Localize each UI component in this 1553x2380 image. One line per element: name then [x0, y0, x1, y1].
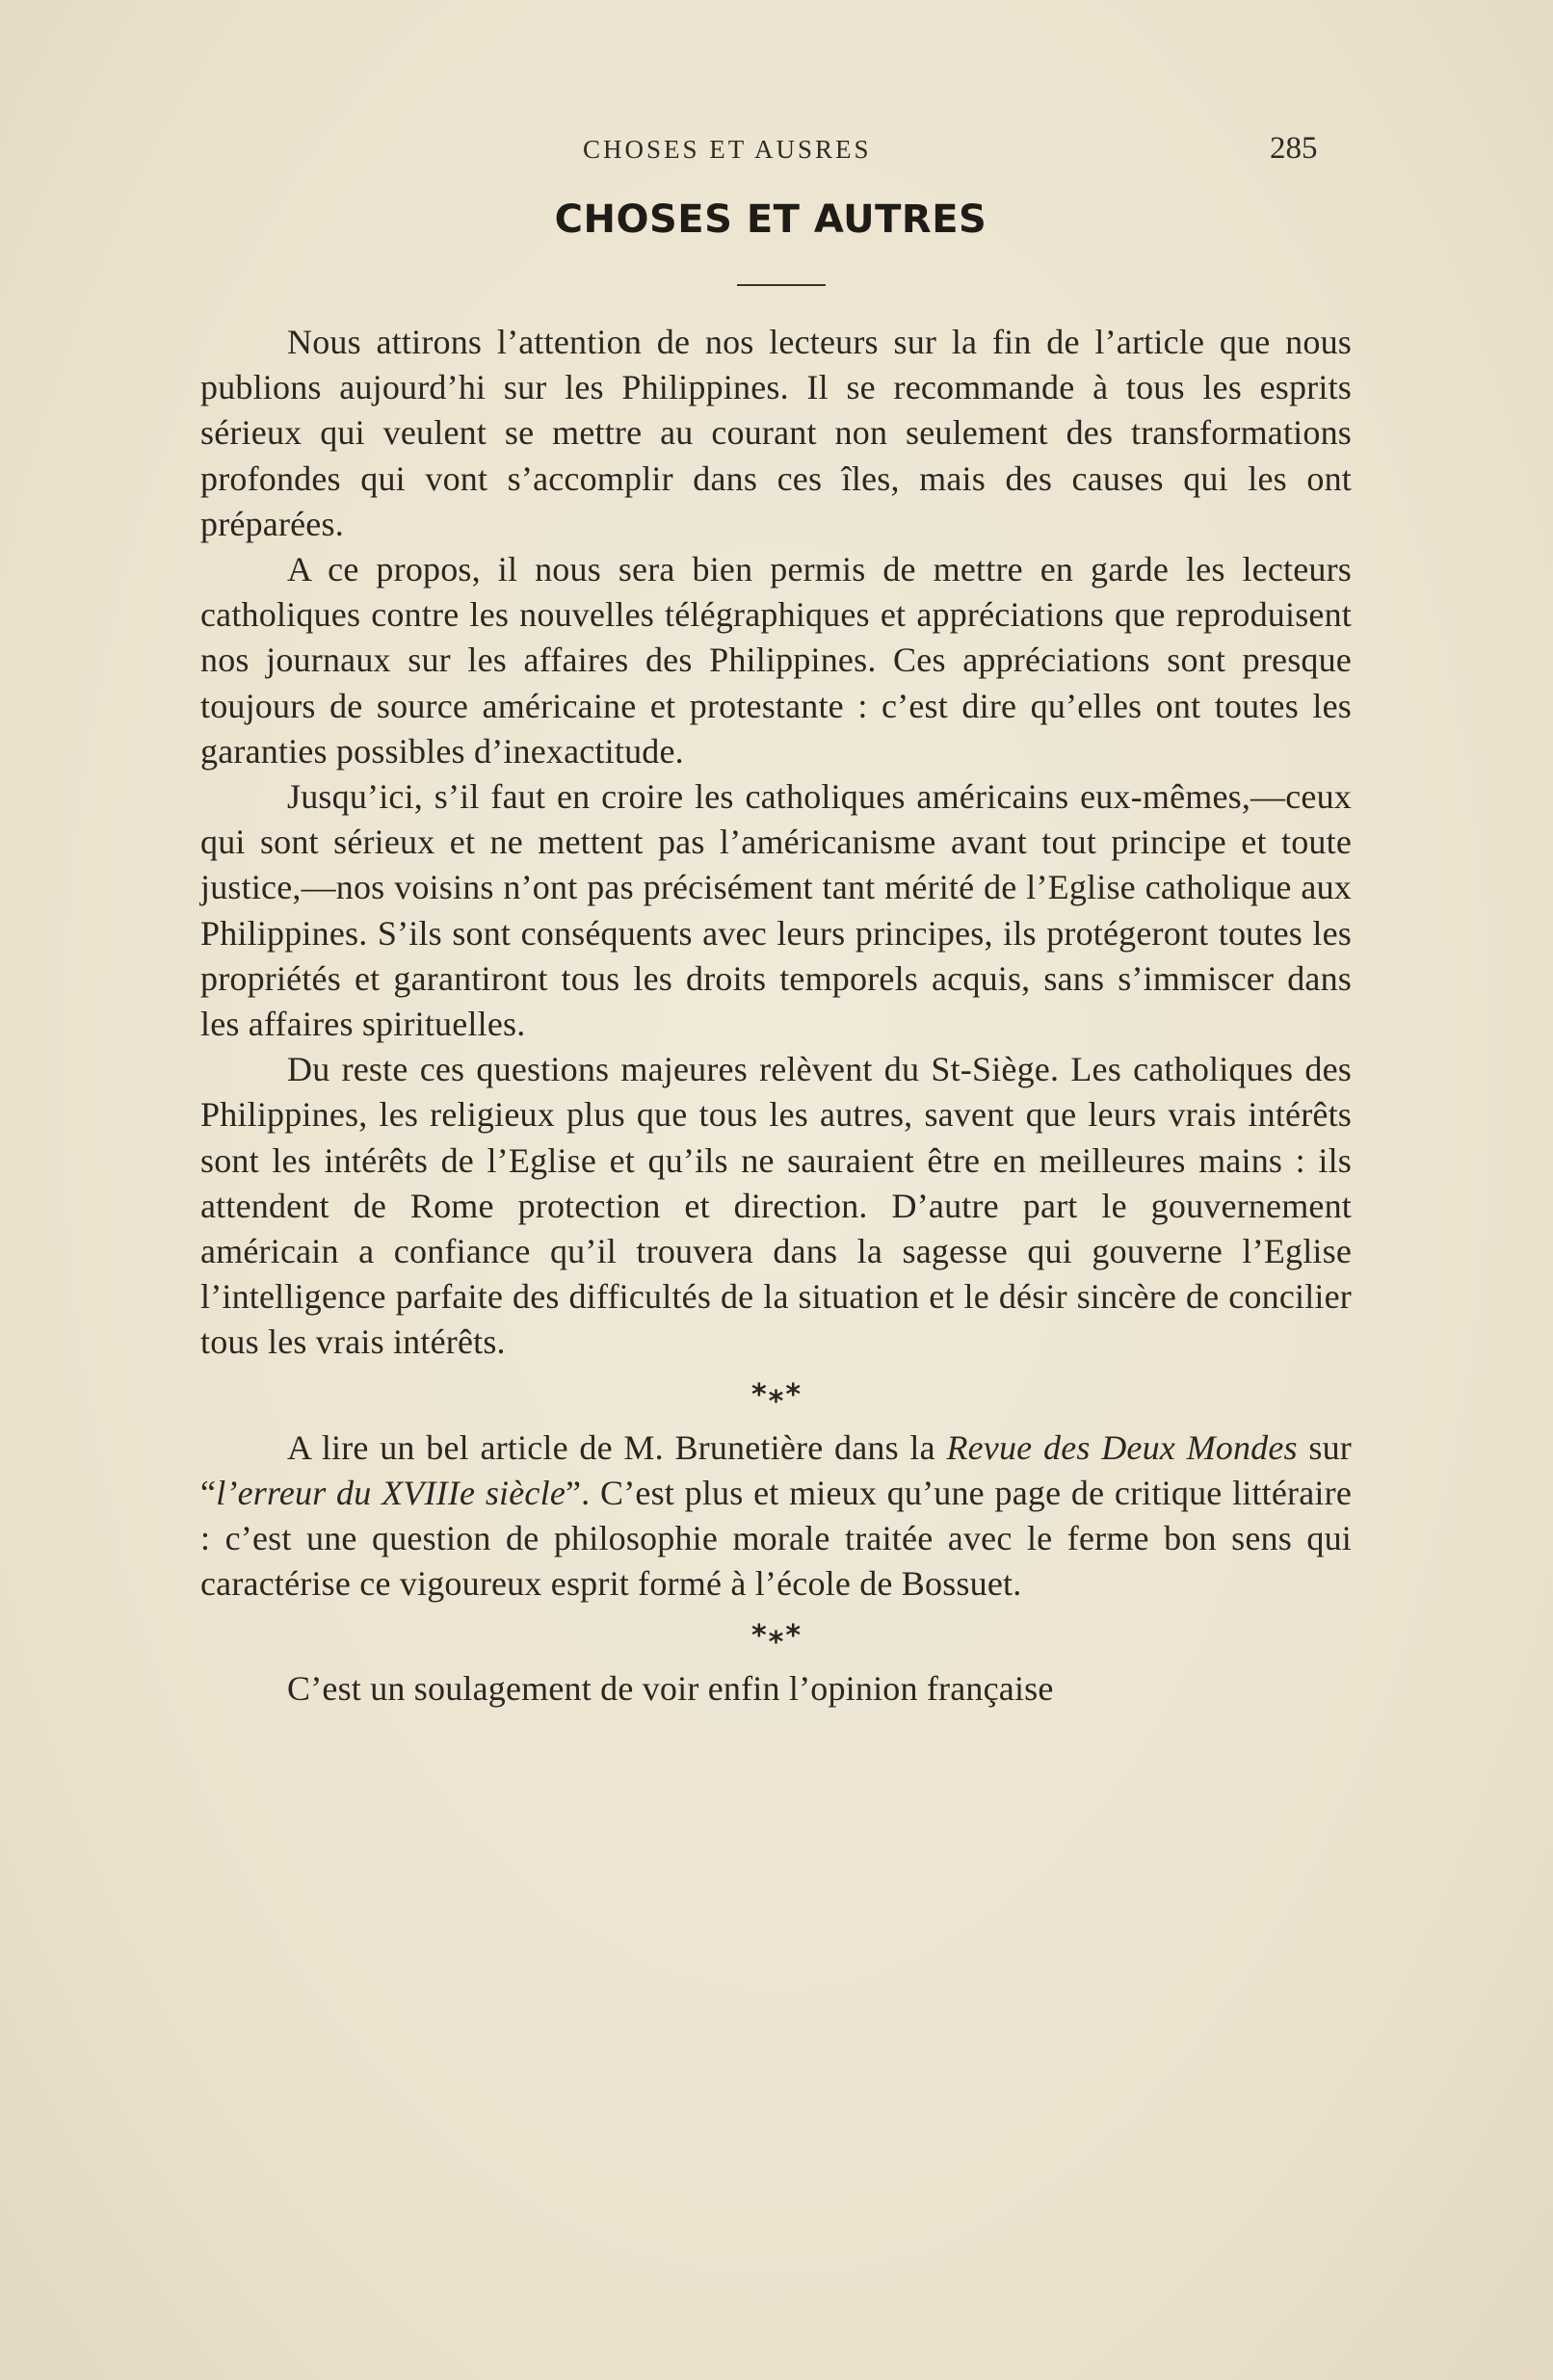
article-reference: l’erreur du XVIIIe siècle [216, 1473, 566, 1512]
paragraph-telegraphic-news: A ce propos, il nous sera bien permis de mettre en garde les lecteurs catholiques contre les nouvelles télégraphiques et appréciations que reproduisent nos journaux sur les affaires des Philippines. Ces appréciations sont presque toujours de source américaine et protestante : c’est dire qu’elles ont toutes les garanties possibles d’inexactitude. [200, 550, 1352, 771]
paragraph-philippines-article: Nous attirons l’attention de nos lecteurs sur la fin de l’article que nous publions aujourd’hi sur les Philippines. Il se recommande à tous les esprits sérieux qui veulent se mettre au courant non seulement des transformations profondes qui vont s’accomplir dans ces îles, mais des causes qui les ont préparées. [200, 323, 1352, 543]
page-number: 285 [1270, 131, 1318, 166]
asterisk-ornament: * [768, 1384, 784, 1419]
asterisk-ornament: * [768, 1626, 784, 1661]
paragraph-american-catholics: Jusqu’ici, s’il faut en croire les catholiques américains eux-mêmes,—ceux qui sont sérieux et ne mettent pas l’américanisme avant tout principe et toute justice,—nos voisins n’ont pas précisément tant mérité de l’Eglise catholique aux Philippines. S’ils sont conséquents avec leurs principes, ils protégeront toutes les propriétés et garantiront tous les droits temporels acquis, sans s’immiscer dans les affaires spirituelles. [200, 777, 1352, 1044]
journal-title: Revue des Deux Mondes [946, 1427, 1298, 1467]
section-separator [200, 1607, 1352, 1666]
paragraph-brunetiere: A lire un bel article de M. Brunetière dans la Revue des Deux Mondes sur “l’erreur du XVIIIe siècle”. C’est plus et mieux qu’une page de critique littéraire : c’est une question de philosophie morale traitée avec le ferme bon sens qui caractérise ce vigoureux esprit formé à l’école de Bossuet. [200, 1427, 1352, 1604]
asterisk-ornament: * [750, 1377, 767, 1412]
running-head: CHOSES ET AUSRES [583, 135, 872, 164]
paragraph-holy-see: Du reste ces questions majeures relèvent du St-Siège. Les catholiques des Philippines, les religieux plus que tous les autres, savent que leurs vrais intérêts sont les intérêts de l’Eglise et qu’ils ne sauraient être en meilleures mains : ils attendent de Rome protection et direction. D’autre part le gouvernement américain a confiance qu’il trouvera dans la sagesse qui gouverne l’Eglise l’intelligence parfaite des difficultés de la situation et le désir sincère de concilier tous les vrais intérêts. [200, 1050, 1352, 1362]
article-body [200, 320, 1352, 1713]
section-separator [200, 1366, 1352, 1425]
asterisk-ornament: * [785, 1619, 802, 1654]
title-rule [737, 284, 826, 286]
paragraph-french-opinion: C’est un soulagement de voir enfin l’opinion française [287, 1669, 1054, 1709]
asterisk-ornament: * [785, 1377, 802, 1412]
article-title: CHOSES ET AUTRES [554, 197, 987, 242]
asterisk-ornament: * [750, 1619, 767, 1654]
